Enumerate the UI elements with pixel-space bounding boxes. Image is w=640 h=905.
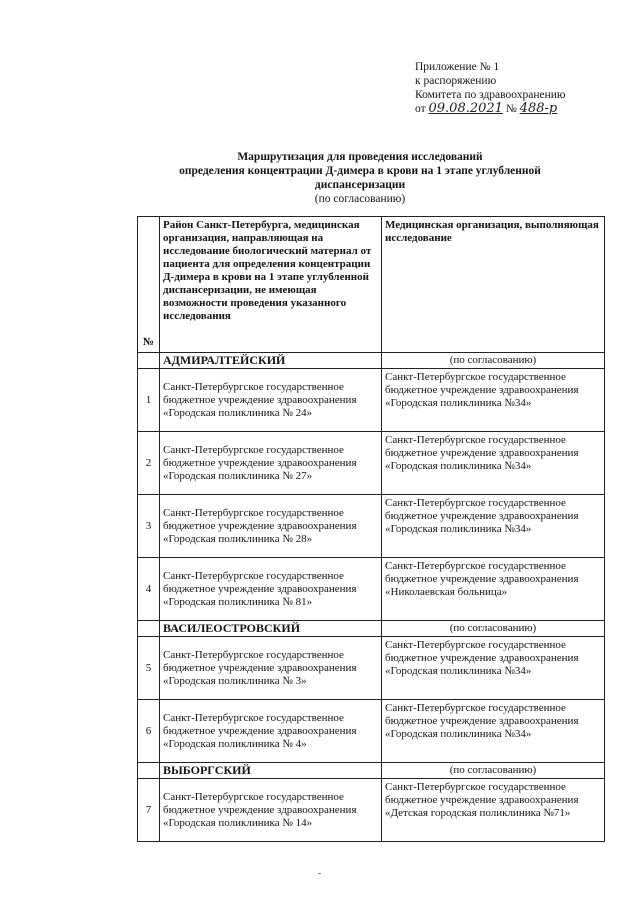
sender-organization: Санкт-Петербургское государственное бюджетное учреждение здравоохранения «Городская поликлиника № 24» <box>160 369 382 432</box>
appendix-line1: Приложение № 1 <box>415 61 500 73</box>
district-note: (по согласованию) <box>382 353 605 369</box>
sender-organization: Санкт-Петербургское государственное бюджетное учреждение здравоохранения «Городская поликлиника № 3» <box>160 637 382 700</box>
title-line1: Маршрутизация для проведения исследований <box>237 151 483 163</box>
document-title <box>150 150 570 206</box>
row-number: 7 <box>138 779 160 842</box>
performer-organization: Санкт-Петербургское государственное бюджетное учреждение здравоохранения «Городская поликлиника №34» <box>382 637 605 700</box>
district-row <box>138 353 605 369</box>
performer-organization: Санкт-Петербургское государственное бюджетное учреждение здравоохранения «Городская поликлиника №34» <box>382 432 605 495</box>
handwritten-number: 488-р <box>519 101 558 116</box>
sender-organization: Санкт-Петербургское государственное бюджетное учреждение здравоохранения «Городская поликлиника № 14» <box>160 779 382 842</box>
title-line2: определения концентрации Д-димера в крови на 1 этапе углубленной <box>179 165 541 177</box>
table-row <box>138 558 605 621</box>
row-number: 3 <box>138 495 160 558</box>
appendix-block <box>415 60 635 116</box>
table-row <box>138 700 605 763</box>
district-num-cell <box>138 621 160 637</box>
sender-organization: Санкт-Петербургское государственное бюджетное учреждение здравоохранения «Городская поликлиника № 27» <box>160 432 382 495</box>
row-number: 2 <box>138 432 160 495</box>
number-prefix: № <box>505 103 517 115</box>
title-line3: диспансеризации <box>314 179 406 191</box>
table-row <box>138 369 605 432</box>
table-row <box>138 779 605 842</box>
row-number: 4 <box>138 558 160 621</box>
district-num-cell <box>138 353 160 369</box>
row-number: 5 <box>138 637 160 700</box>
date-prefix: от <box>415 103 426 115</box>
sender-organization: Санкт-Петербургское государственное бюджетное учреждение здравоохранения «Городская поликлиника № 81» <box>160 558 382 621</box>
district-name: АДМИРАЛТЕЙСКИЙ <box>160 353 382 369</box>
row-number: 6 <box>138 700 160 763</box>
table-header-row <box>138 217 605 353</box>
sender-organization: Санкт-Петербургское государственное бюджетное учреждение здравоохранения «Городская поликлиника № 28» <box>160 495 382 558</box>
header-sender: Район Санкт-Петербурга, медицинская организация, направляющая на исследование биологический материал от пациента для определения концентрации Д-димера в крови на 1 этапе углубленной диспансеризации, не имеющая возможности проведения указанного исследования <box>160 217 382 353</box>
district-note: (по согласованию) <box>382 763 605 779</box>
appendix-date-line <box>415 102 635 116</box>
performer-organization: Санкт-Петербургское государственное бюджетное учреждение здравоохранения «Николаевская больница» <box>382 558 605 621</box>
page-mark: - <box>318 868 322 879</box>
header-num: № <box>138 217 160 353</box>
table-row <box>138 495 605 558</box>
district-name: ВАСИЛЕОСТРОВСКИЙ <box>160 621 382 637</box>
performer-organization: Санкт-Петербургское государственное бюджетное учреждение здравоохранения «Детская городская поликлиника №71» <box>382 779 605 842</box>
district-name: ВЫБОРГСКИЙ <box>160 763 382 779</box>
title-line4: (по согласованию) <box>314 193 406 205</box>
appendix-line2: к распоряжению <box>415 75 497 87</box>
district-note: (по согласованию) <box>382 621 605 637</box>
appendix-line3: Комитета по здравоохранению <box>415 89 566 101</box>
handwritten-date: 09.08.2021 <box>428 101 503 116</box>
performer-organization: Санкт-Петербургское государственное бюджетное учреждение здравоохранения «Городская поликлиника №34» <box>382 700 605 763</box>
sender-organization: Санкт-Петербургское государственное бюджетное учреждение здравоохранения «Городская поликлиника № 4» <box>160 700 382 763</box>
routing-table <box>137 216 605 842</box>
performer-organization: Санкт-Петербургское государственное бюджетное учреждение здравоохранения «Городская поликлиника №34» <box>382 495 605 558</box>
row-number: 1 <box>138 369 160 432</box>
header-performer: Медицинская организация, выполняющая исследование <box>382 217 605 353</box>
district-row <box>138 763 605 779</box>
table-row <box>138 637 605 700</box>
district-row <box>138 621 605 637</box>
table-row <box>138 432 605 495</box>
performer-organization: Санкт-Петербургское государственное бюджетное учреждение здравоохранения «Городская поликлиника №34» <box>382 369 605 432</box>
district-num-cell <box>138 763 160 779</box>
